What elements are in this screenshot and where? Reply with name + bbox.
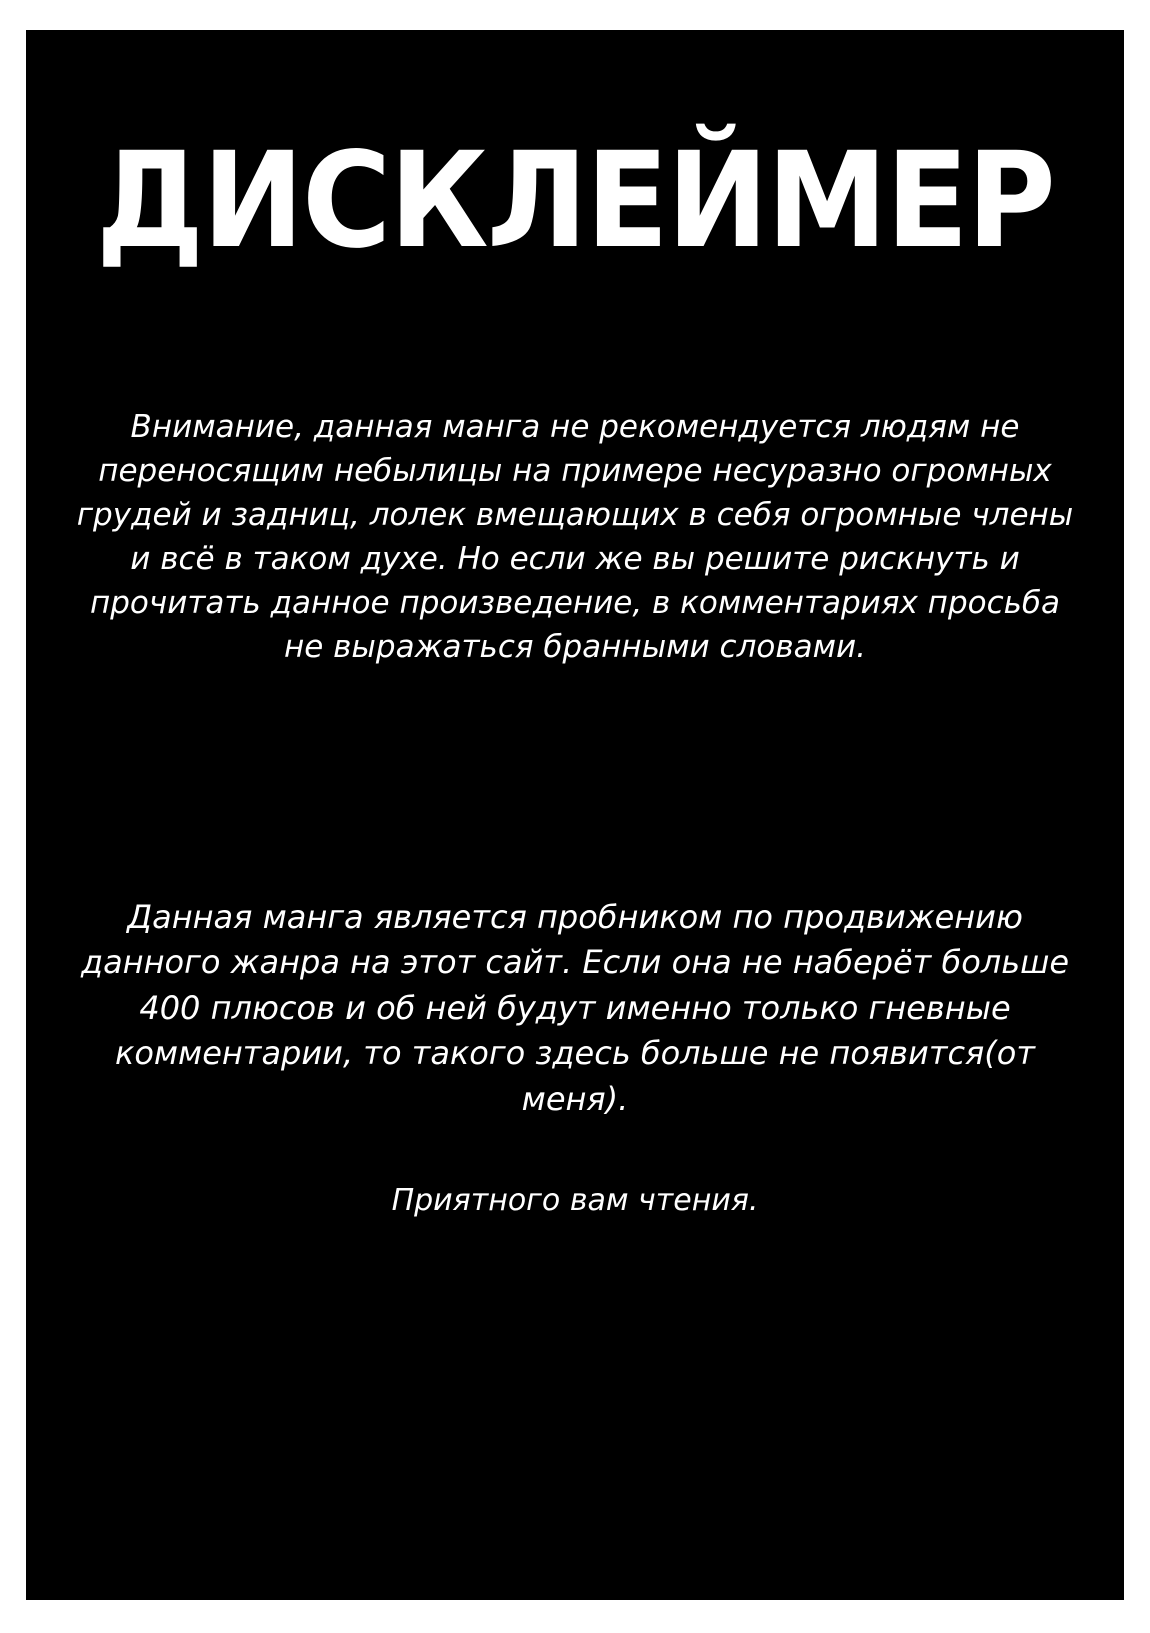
page-title: ДИСКЛЕЙМЕР: [95, 124, 1055, 278]
disclaimer-paragraph-2: Данная манга является пробником по продвижению данного жанра на этот сайт. Если она не наберёт больше 400 плюсов и об ней будут именно только гневные комментарии, то такого здесь больше не появится(от меня).: [80, 898, 1070, 1118]
disclaimer-panel: [26, 30, 1124, 1600]
disclaimer-paragraph-3: Приятного вам чтения.: [391, 1183, 759, 1218]
disclaimer-paragraph-1: Внимание, данная манга не рекомендуется людям не переносящим небылицы на примере несуразно огромных грудей и задниц, лолек вмещающих в себя огромные члены и всё в таком духе. Но если же вы решите рискнуть и прочитать данное произведение, в комментариях просьба не выражаться бранными словами.: [76, 409, 1074, 666]
